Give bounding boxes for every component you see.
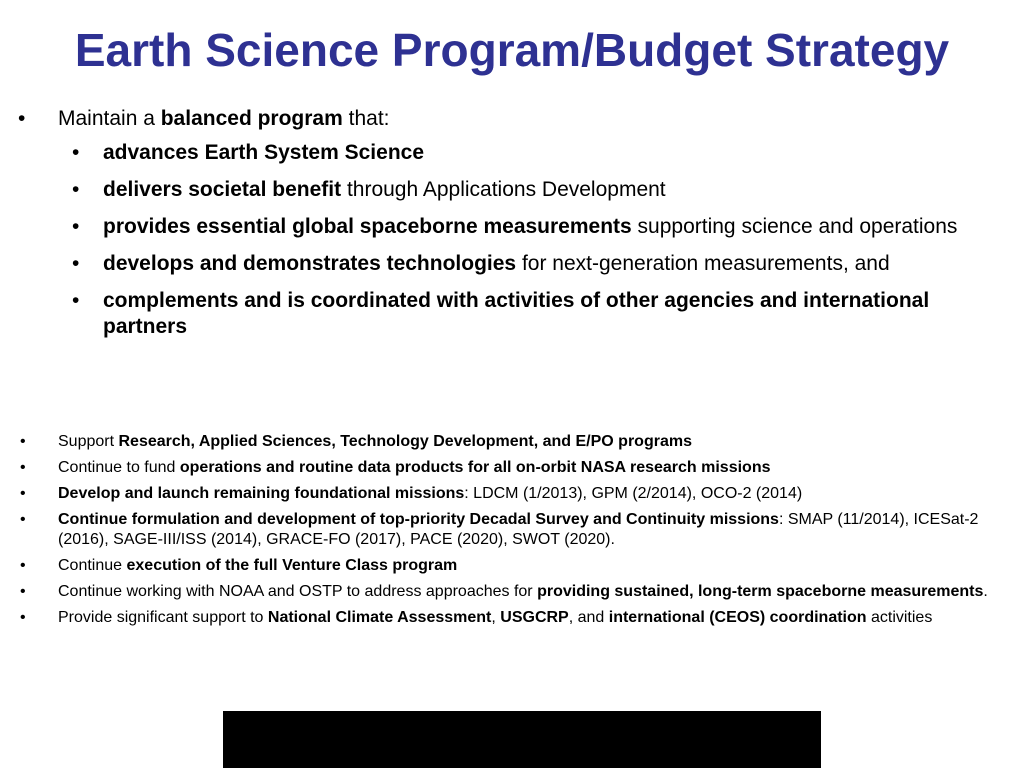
bullet-venture-class — [0, 556, 1003, 576]
text-plain: Continue to fund — [58, 459, 180, 476]
sub-bullet-earth-system-science — [0, 140, 973, 166]
secondary-bullets — [0, 432, 1024, 634]
bullet-dot-icon: • — [20, 459, 26, 476]
text-bold: Continue formulation and development of top-priority Decadal Survey and Continuity missions — [58, 511, 779, 528]
sub-point-bold: advances Earth System Science — [103, 141, 425, 164]
text-plain: Support — [58, 433, 119, 450]
bullet-climate-assessment — [0, 608, 1003, 628]
text-bold: execution of the full Venture Class program — [126, 557, 458, 574]
sub-point-bold: provides essential global spaceborne measurements — [103, 215, 632, 238]
sub-point-bold: complements and is coordinated with activities of other agencies and international partners — [103, 289, 930, 338]
bullet-dot-icon: • — [72, 178, 80, 201]
text-bold: Research, Applied Sciences, Technology Development, and E/PO programs — [118, 433, 692, 450]
main-point-bold: balanced program — [160, 107, 343, 130]
text-plain: activities — [866, 609, 933, 626]
text-bold: National Climate Assessment — [267, 609, 492, 626]
bullet-foundational-missions — [0, 484, 1003, 504]
bullet-dot-icon: • — [72, 215, 80, 238]
page-title: Earth Science Program/Budget Strategy — [74, 24, 950, 76]
bullet-support-programs — [0, 432, 1003, 452]
text-bold: operations and routine data products for all on-orbit NASA research missions — [179, 459, 771, 476]
bullet-dot-icon: • — [20, 583, 26, 600]
text-plain: Continue working with NOAA and OSTP to address approaches for — [58, 583, 538, 600]
bullet-fund-operations — [0, 458, 1003, 478]
text-bold: USGCRP — [500, 609, 569, 626]
bullet-dot-icon: • — [20, 485, 26, 502]
sub-point-bold: delivers societal benefit — [103, 178, 342, 201]
text-bold: Develop and launch remaining foundational missions — [58, 485, 465, 502]
sub-point-bold: develops and demonstrates technologies — [103, 252, 517, 275]
text-plain: Continue — [58, 557, 127, 574]
text-plain: , and — [568, 609, 609, 626]
text-bold: providing sustained, long-term spaceborne measurements — [537, 583, 984, 600]
main-point-prefix: Maintain a — [58, 107, 161, 130]
bullet-decadal-survey-missions — [0, 510, 1003, 550]
sub-bullet-list — [58, 140, 978, 340]
sub-bullet-technologies — [0, 251, 973, 277]
bullet-dot-icon: • — [72, 252, 80, 275]
bullet-dot-icon: • — [72, 289, 80, 312]
text-plain: , — [491, 609, 501, 626]
text-plain: : SMAP (11/2014), ICESat-2 (2016), SAGE-III/ISS (2014), GRACE-FO (2017), PACE (2020), SWOT (2020). — [58, 511, 979, 548]
bullet-noaa-ostp — [0, 582, 1003, 602]
sub-point-rest: through Applications Development — [341, 178, 666, 201]
main-point-suffix: that: — [342, 107, 390, 130]
bullet-dot-icon: • — [20, 557, 26, 574]
text-bold: international (CEOS) coordination — [608, 609, 867, 626]
bullet-dot-icon: • — [20, 433, 26, 450]
sub-point-rest: for next-generation measurements, and — [516, 252, 890, 275]
bullet-dot-icon: • — [72, 141, 80, 164]
bullet-dot-icon: • — [18, 107, 26, 130]
footer-black-bar — [223, 711, 821, 768]
bullet-dot-icon: • — [20, 511, 26, 528]
text-plain: : LDCM (1/2013), GPM (2/2014), OCO-2 (2014) — [464, 485, 803, 502]
sub-bullet-coordinated-activities — [0, 288, 973, 340]
sub-bullet-societal-benefit — [0, 177, 973, 203]
sub-bullet-spaceborne-measurements — [0, 214, 973, 240]
main-bullets — [0, 106, 1024, 351]
bullet-maintain-balanced-program — [0, 106, 978, 340]
text-plain: . — [983, 583, 988, 600]
sub-point-rest: supporting science and operations — [631, 215, 958, 238]
text-plain: Provide significant support to — [58, 609, 268, 626]
bullet-dot-icon: • — [20, 609, 26, 626]
